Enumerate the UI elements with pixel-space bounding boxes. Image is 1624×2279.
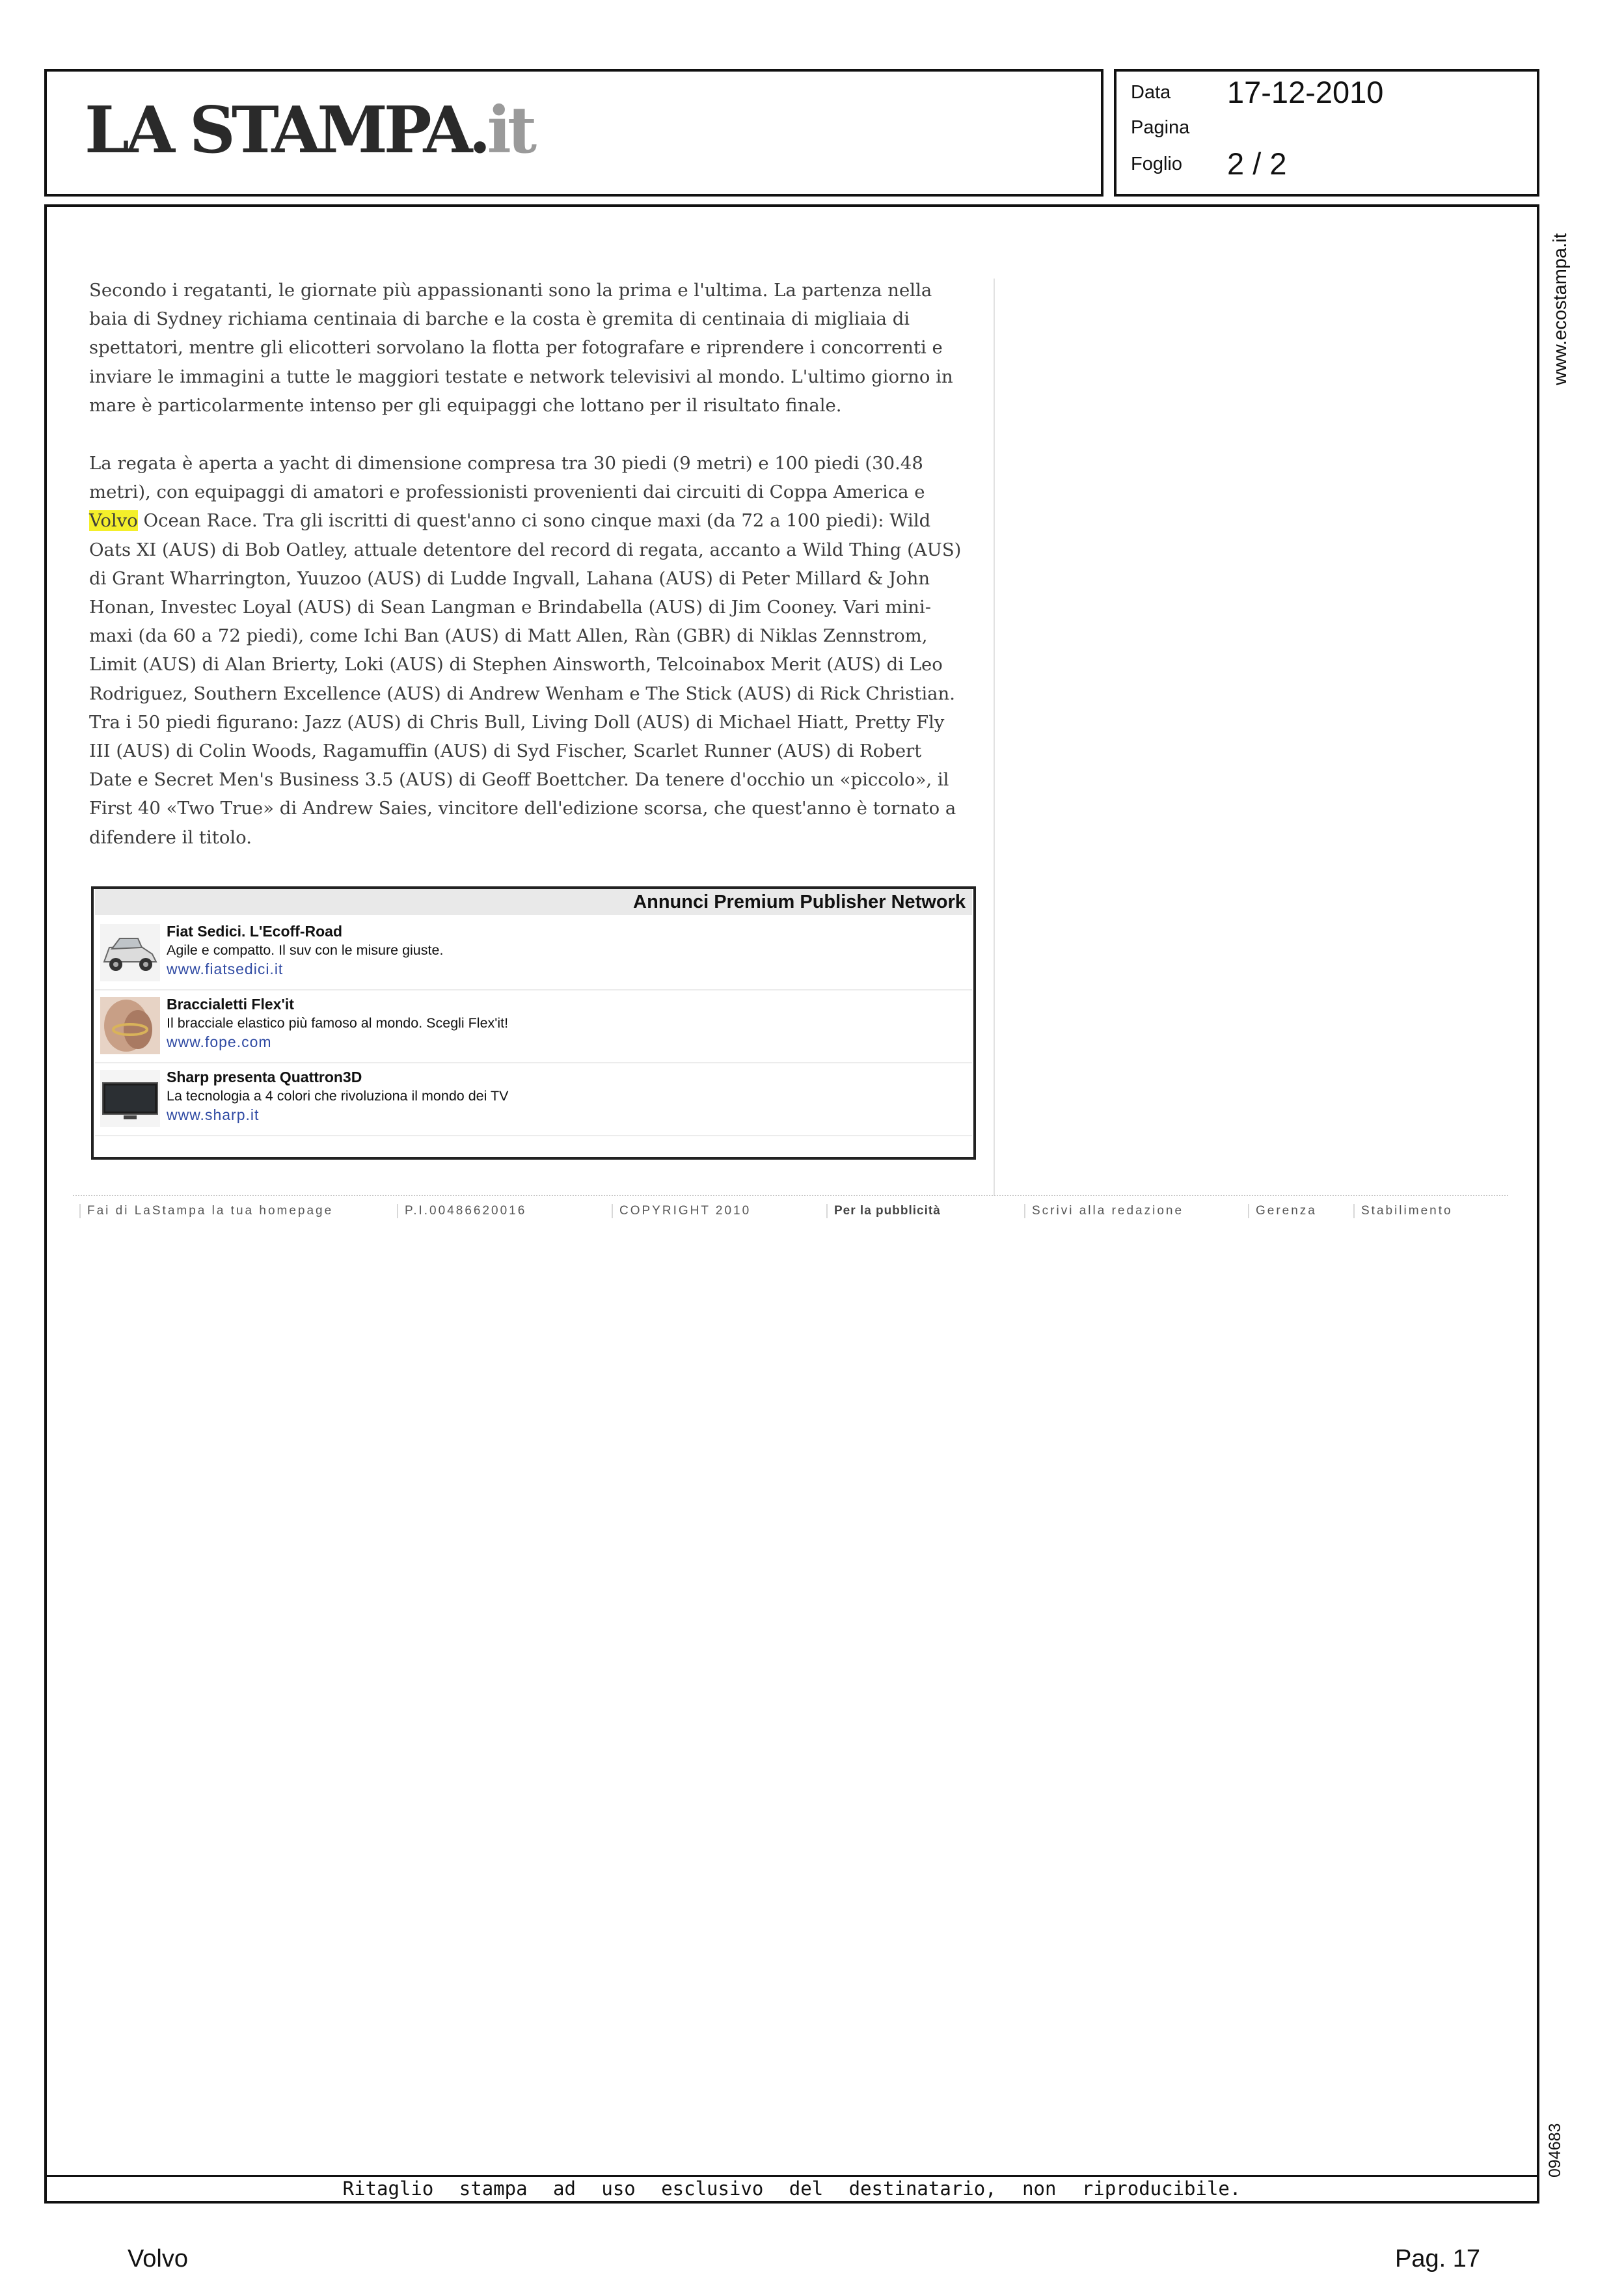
date-label: Data [1131, 82, 1171, 103]
footer-link-copyright[interactable]: COPYRIGHT 2010 [612, 1204, 751, 1218]
ad-link[interactable]: www.fope.com [167, 1033, 272, 1050]
page-label: Pagina [1131, 117, 1190, 138]
logo-main-text: LA STAMPA [85, 93, 469, 168]
page-footer-keyword: Volvo [128, 2245, 188, 2272]
ad-link[interactable]: www.fiatsedici.it [167, 961, 284, 977]
ad-item[interactable] [95, 1062, 972, 1136]
ad-description: Il bracciale elastico più famoso al mondo. Scegli Flex'it! [167, 1015, 509, 1031]
side-website-text: www.ecostampa.it [1550, 233, 1571, 385]
ad-title[interactable]: Braccialetti Flex'it [167, 996, 294, 1013]
footer-link-write-editors[interactable]: Scrivi alla redazione [1024, 1204, 1184, 1218]
paragraph-2-text-end: Ocean Race. Tra gli iscritti di quest'anno ci sono cinque maxi (da 72 a 100 piedi): Wild Oats XI (AUS) di Bob Oatley, attuale detentore del record di regata, accanto a Wild Thing (AUS) di Grant Wharrington, Yuuzoo (AUS) di Ludde Ingvall, Lahana (AUS) di Peter Millard & John Honan, Investec Loyal (AUS) di Sean Langman e Brindabella (AUS) di Jim Cooney. Vari mini-maxi (da 60 a 72 piedi), come Ichi Ban (AUS) di Matt Allen, Ràn (GBR) di Niklas Zennstrom, Limit (AUS) di Alan Brierty, Loki (AUS) di Stephen Ainsworth, Telcoinabox Merit (AUS) di Leo Rodriguez, Southern Excellence (AUS) di Andrew Wenham e The Stick (AUS) di Rick Christian. Tra i 50 piedi figurano: Jazz (AUS) di Chris Bull, Living Doll (AUS) di Michael Hiatt, Pretty Fly III (AUS) di Colin Woods, Ragamuffin (AUS) di Syd Fischer, Scarlet Runner (AUS) di Robert Date e Secret Men's Business 3.5 (AUS) di Geoff Boettcher. Da tenere d'occhio un «piccolo», il First 40 «Two True» di Andrew Saies, vincitore dell'edizione scorsa, che quest'anno è tornato a difendere il titolo. [89, 510, 962, 848]
logo-dot: . [468, 93, 487, 168]
column-divider [994, 279, 995, 1196]
logo-it-text: it [487, 93, 534, 168]
footer-link-advertising[interactable]: Per la pubblicità [826, 1204, 941, 1218]
date-value: 17-12-2010 [1227, 75, 1384, 109]
footer-link-homepage[interactable]: Fai di LaStampa la tua homepage [79, 1204, 333, 1218]
article-paragraph-1: Secondo i regatanti, le giornate più appassionanti sono la prima e l'ultima. La partenza nella baia di Sydney richiama centinaia di barche e la costa è gremita di centinaia di migliaia di spettatori, mentre gli elicotteri sorvolano la flotta per fotografare e riprendere i concorrenti e inviare le immagini a tutte le maggiori testate e network televisivi al mondo. L'ultimo giorno in mare è particolarmente intenso per gli equipaggi che lottano per il risultato finale. [89, 280, 953, 416]
newspaper-logo [85, 93, 534, 168]
side-code-text: 094683 [1546, 2123, 1564, 2177]
clipping-notice: Ritaglio stampa ad uso esclusivo del destinatario, non riproducibile. [342, 2177, 1241, 2200]
tv-thumbnail-icon [100, 1070, 160, 1127]
ad-header-title: Annunci Premium Publisher Network [633, 892, 966, 912]
sheet-value: 2 / 2 [1227, 146, 1287, 181]
highlighted-keyword: Volvo [89, 510, 138, 532]
ad-link[interactable]: www.sharp.it [167, 1106, 260, 1123]
notice-divider [47, 2175, 1537, 2177]
footer-link-vat-number: P.I.00486620016 [397, 1204, 526, 1218]
ad-description: La tecnologia a 4 colori che rivoluziona il mondo dei TV [167, 1088, 509, 1104]
ad-item[interactable] [95, 916, 972, 990]
footer-link-plant[interactable]: Stabilimento [1353, 1204, 1453, 1218]
car-thumbnail-icon [100, 924, 160, 981]
sheet-label: Foglio [1131, 154, 1182, 174]
ad-title[interactable]: Sharp presenta Quattron3D [167, 1069, 362, 1085]
article-paragraph-2 [89, 449, 968, 852]
ad-title[interactable]: Fiat Sedici. L'Ecoff-Road [167, 923, 342, 940]
paragraph-2-text-start: La regata è aperta a yacht di dimensione compresa tra 30 piedi (9 metri) e 100 piedi (30.48 metri), con equipaggi di amatori e professionisti provenienti dai circuiti di Coppa America e [89, 453, 925, 503]
bracelet-thumbnail-icon [100, 997, 160, 1054]
page-footer-number: Pag. 17 [1395, 2245, 1480, 2272]
footer-link-management[interactable]: Gerenza [1248, 1204, 1317, 1218]
ad-item[interactable] [95, 989, 972, 1063]
ad-header [95, 889, 972, 915]
ad-description: Agile e compatto. Il suv con le misure giuste. [167, 942, 444, 958]
footer-separator [73, 1195, 1508, 1196]
